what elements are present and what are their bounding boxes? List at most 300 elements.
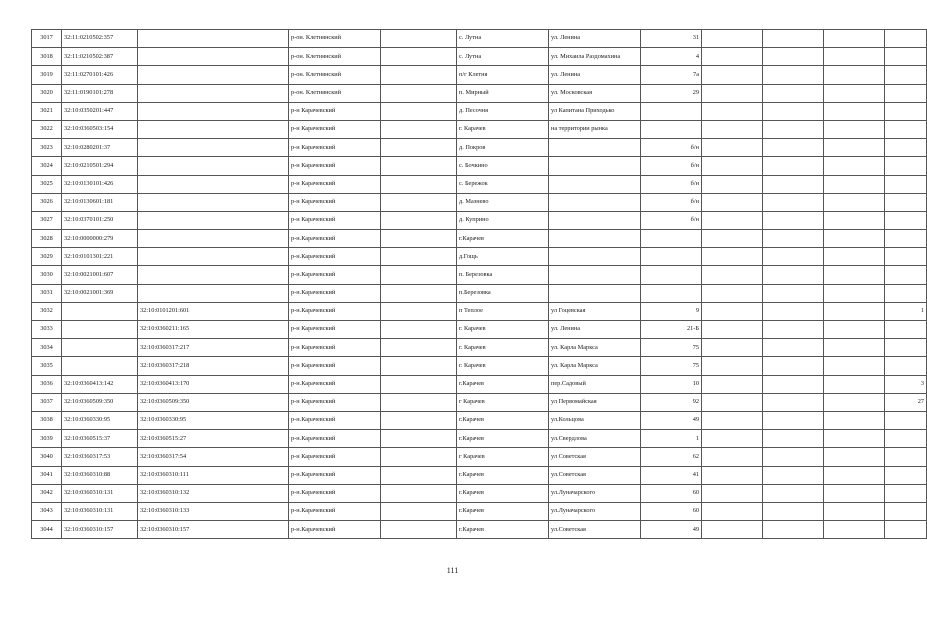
- settlement-type-cell: [381, 120, 457, 138]
- table-row: [32, 66, 927, 84]
- extra-cell-3: [824, 466, 885, 484]
- apartment-cell: 1: [885, 302, 927, 320]
- object-cadastral-cell: 32:10:0360211:165: [138, 321, 289, 339]
- district-cell: р-н Карачевский: [289, 157, 381, 175]
- object-cadastral-cell: [138, 139, 289, 157]
- cadastral-number-cell: 32:10:0021001:607: [62, 266, 138, 284]
- district-cell: р-н Карачевский: [289, 211, 381, 229]
- extra-cell-1: [702, 339, 763, 357]
- extra-cell-3: [824, 30, 885, 48]
- object-cadastral-cell: 32:10:0360515:27: [138, 430, 289, 448]
- extra-cell-1: [702, 375, 763, 393]
- street-cell: на территории рынка: [549, 120, 641, 138]
- row-number-cell: 3043: [32, 502, 62, 520]
- district-cell: р-н.Карачевский: [289, 430, 381, 448]
- extra-cell-1: [702, 302, 763, 320]
- extra-cell-3: [824, 157, 885, 175]
- apartment-cell: [885, 521, 927, 539]
- extra-cell-2: [763, 48, 824, 66]
- apartment-cell: 27: [885, 393, 927, 411]
- district-cell: р-н Карачевский: [289, 393, 381, 411]
- apartment-cell: [885, 120, 927, 138]
- extra-cell-1: [702, 84, 763, 102]
- cadastral-number-cell: 32:10:0360503:154: [62, 120, 138, 138]
- settlement-type-cell: [381, 139, 457, 157]
- row-number-cell: 3038: [32, 411, 62, 429]
- table-row: [32, 393, 927, 411]
- extra-cell-3: [824, 411, 885, 429]
- table-row: [32, 266, 927, 284]
- street-cell: [549, 211, 641, 229]
- extra-cell-3: [824, 502, 885, 520]
- settlement-type-cell: [381, 448, 457, 466]
- locality-cell: п Теплое: [457, 302, 549, 320]
- street-cell: ул.Луначарского: [549, 484, 641, 502]
- table-row: [32, 248, 927, 266]
- extra-cell-2: [763, 484, 824, 502]
- extra-cell-3: [824, 248, 885, 266]
- object-cadastral-cell: 32:10:0360310:133: [138, 502, 289, 520]
- extra-cell-3: [824, 321, 885, 339]
- apartment-cell: [885, 230, 927, 248]
- row-number-cell: 3030: [32, 266, 62, 284]
- extra-cell-1: [702, 120, 763, 138]
- extra-cell-3: [824, 375, 885, 393]
- table-row: [32, 448, 927, 466]
- apartment-cell: 3: [885, 375, 927, 393]
- house-number-cell: б/н: [641, 139, 702, 157]
- settlement-type-cell: [381, 393, 457, 411]
- house-number-cell: б/н: [641, 157, 702, 175]
- row-number-cell: 3021: [32, 102, 62, 120]
- table-row: [32, 466, 927, 484]
- extra-cell-2: [763, 30, 824, 48]
- district-cell: р-н.Карачевский: [289, 230, 381, 248]
- locality-cell: г.Карачев: [457, 502, 549, 520]
- cadastral-number-cell: 32:10:0360509:350: [62, 393, 138, 411]
- settlement-type-cell: [381, 193, 457, 211]
- locality-cell: г.Карачев: [457, 430, 549, 448]
- district-cell: р-н Карачевский: [289, 139, 381, 157]
- extra-cell-3: [824, 66, 885, 84]
- locality-cell: г.Карачев: [457, 375, 549, 393]
- extra-cell-1: [702, 193, 763, 211]
- cadastral-number-cell: [62, 302, 138, 320]
- extra-cell-2: [763, 466, 824, 484]
- table-row: [32, 30, 927, 48]
- extra-cell-3: [824, 230, 885, 248]
- page-number: 111: [446, 566, 459, 575]
- object-cadastral-cell: [138, 266, 289, 284]
- house-number-cell: 60: [641, 502, 702, 520]
- extra-cell-1: [702, 448, 763, 466]
- district-cell: р-н.Карачевский: [289, 521, 381, 539]
- extra-cell-1: [702, 357, 763, 375]
- extra-cell-2: [763, 230, 824, 248]
- row-number-cell: 3020: [32, 84, 62, 102]
- apartment-cell: [885, 284, 927, 302]
- object-cadastral-cell: [138, 248, 289, 266]
- locality-cell: г.Карачев: [457, 411, 549, 429]
- table-row: [32, 375, 927, 393]
- house-number-cell: [641, 284, 702, 302]
- extra-cell-1: [702, 175, 763, 193]
- object-cadastral-cell: 32:10:0360310:111: [138, 466, 289, 484]
- house-number-cell: б/н: [641, 211, 702, 229]
- extra-cell-3: [824, 139, 885, 157]
- street-cell: ул. Карла Маркса: [549, 357, 641, 375]
- street-cell: пер.Садовый: [549, 375, 641, 393]
- settlement-type-cell: [381, 521, 457, 539]
- cadastral-number-cell: [62, 321, 138, 339]
- locality-cell: г. Карачев: [457, 120, 549, 138]
- object-cadastral-cell: [138, 120, 289, 138]
- object-cadastral-cell: 32:10:0360509:350: [138, 393, 289, 411]
- street-cell: ул. Московская: [549, 84, 641, 102]
- extra-cell-1: [702, 321, 763, 339]
- locality-cell: д.Гощь: [457, 248, 549, 266]
- extra-cell-1: [702, 211, 763, 229]
- extra-cell-2: [763, 357, 824, 375]
- house-number-cell: [641, 266, 702, 284]
- settlement-type-cell: [381, 175, 457, 193]
- street-cell: ул.Советская: [549, 466, 641, 484]
- street-cell: [549, 230, 641, 248]
- object-cadastral-cell: [138, 157, 289, 175]
- extra-cell-1: [702, 411, 763, 429]
- extra-cell-3: [824, 48, 885, 66]
- apartment-cell: [885, 248, 927, 266]
- extra-cell-2: [763, 502, 824, 520]
- extra-cell-2: [763, 66, 824, 84]
- settlement-type-cell: [381, 411, 457, 429]
- settlement-type-cell: [381, 302, 457, 320]
- row-number-cell: 3039: [32, 430, 62, 448]
- cadastral-number-cell: 32:10:0130601:181: [62, 193, 138, 211]
- row-number-cell: 3037: [32, 393, 62, 411]
- extra-cell-2: [763, 375, 824, 393]
- apartment-cell: [885, 448, 927, 466]
- object-cadastral-cell: [138, 48, 289, 66]
- house-number-cell: 31: [641, 30, 702, 48]
- district-cell: р-н.Карачевский: [289, 411, 381, 429]
- settlement-type-cell: [381, 339, 457, 357]
- extra-cell-2: [763, 175, 824, 193]
- object-cadastral-cell: [138, 230, 289, 248]
- table-row: [32, 484, 927, 502]
- object-cadastral-cell: [138, 84, 289, 102]
- district-cell: р-н Карачевский: [289, 175, 381, 193]
- extra-cell-2: [763, 211, 824, 229]
- district-cell: р-н Карачевский: [289, 448, 381, 466]
- apartment-cell: [885, 411, 927, 429]
- cadastral-number-cell: 32:10:0350201:447: [62, 102, 138, 120]
- locality-cell: с. Лутна: [457, 48, 549, 66]
- object-cadastral-cell: [138, 211, 289, 229]
- house-number-cell: б/н: [641, 175, 702, 193]
- table-body: [32, 30, 927, 539]
- settlement-type-cell: [381, 66, 457, 84]
- table-row: [32, 84, 927, 102]
- apartment-cell: [885, 339, 927, 357]
- locality-cell: п.Березовка: [457, 284, 549, 302]
- extra-cell-3: [824, 102, 885, 120]
- extra-cell-2: [763, 302, 824, 320]
- table-row: [32, 48, 927, 66]
- extra-cell-2: [763, 411, 824, 429]
- object-cadastral-cell: [138, 175, 289, 193]
- cadastral-number-cell: 32:10:0130101:426: [62, 175, 138, 193]
- table-row: [32, 521, 927, 539]
- apartment-cell: [885, 430, 927, 448]
- settlement-type-cell: [381, 430, 457, 448]
- extra-cell-2: [763, 248, 824, 266]
- locality-cell: г. Карачев: [457, 339, 549, 357]
- street-cell: ул. Михаила Раздомахина: [549, 48, 641, 66]
- row-number-cell: 3033: [32, 321, 62, 339]
- object-cadastral-cell: 32:10:0360310:157: [138, 521, 289, 539]
- object-cadastral-cell: 32:10:0360317:218: [138, 357, 289, 375]
- row-number-cell: 3027: [32, 211, 62, 229]
- settlement-type-cell: [381, 211, 457, 229]
- row-number-cell: 3029: [32, 248, 62, 266]
- cadastral-number-cell: 32:11:0270101:426: [62, 66, 138, 84]
- extra-cell-1: [702, 502, 763, 520]
- district-cell: р-н Карачевский: [289, 321, 381, 339]
- apartment-cell: [885, 157, 927, 175]
- row-number-cell: 3025: [32, 175, 62, 193]
- settlement-type-cell: [381, 484, 457, 502]
- extra-cell-1: [702, 139, 763, 157]
- house-number-cell: 9: [641, 302, 702, 320]
- table-row: [32, 411, 927, 429]
- extra-cell-1: [702, 157, 763, 175]
- locality-cell: г.Карачев: [457, 521, 549, 539]
- extra-cell-1: [702, 230, 763, 248]
- locality-cell: г Карачев: [457, 448, 549, 466]
- cadastral-number-cell: 32:10:0360317:53: [62, 448, 138, 466]
- extra-cell-2: [763, 430, 824, 448]
- cadastral-number-cell: 32:11:0210502:357: [62, 30, 138, 48]
- extra-cell-1: [702, 30, 763, 48]
- extra-cell-2: [763, 284, 824, 302]
- cadastral-number-cell: 32:10:0021001:369: [62, 284, 138, 302]
- house-number-cell: 75: [641, 339, 702, 357]
- object-cadastral-cell: 32:10:0101201:601: [138, 302, 289, 320]
- extra-cell-3: [824, 357, 885, 375]
- row-number-cell: 3022: [32, 120, 62, 138]
- cadastral-number-cell: 32:10:0101301:221: [62, 248, 138, 266]
- street-cell: [549, 266, 641, 284]
- extra-cell-2: [763, 521, 824, 539]
- row-number-cell: 3019: [32, 66, 62, 84]
- table-row: [32, 302, 927, 320]
- object-cadastral-cell: [138, 66, 289, 84]
- locality-cell: с. Лутна: [457, 30, 549, 48]
- street-cell: ул. Ленина: [549, 66, 641, 84]
- extra-cell-2: [763, 193, 824, 211]
- settlement-type-cell: [381, 466, 457, 484]
- table-row: [32, 175, 927, 193]
- extra-cell-2: [763, 102, 824, 120]
- table-row: [32, 284, 927, 302]
- locality-cell: г. Карачев: [457, 357, 549, 375]
- locality-cell: п/г Клетня: [457, 66, 549, 84]
- cadastral-number-cell: 32:10:0360515:37: [62, 430, 138, 448]
- locality-cell: д. Мазнево: [457, 193, 549, 211]
- apartment-cell: [885, 139, 927, 157]
- district-cell: р-он. Клетнянский: [289, 84, 381, 102]
- extra-cell-1: [702, 66, 763, 84]
- street-cell: ул.Кольцова: [549, 411, 641, 429]
- row-number-cell: 3036: [32, 375, 62, 393]
- district-cell: р-н.Карачевский: [289, 302, 381, 320]
- locality-cell: г Карачев: [457, 393, 549, 411]
- street-cell: [549, 284, 641, 302]
- district-cell: р-н.Карачевский: [289, 484, 381, 502]
- cadastral-number-cell: 32:10:0360413:142: [62, 375, 138, 393]
- extra-cell-1: [702, 102, 763, 120]
- row-number-cell: 3018: [32, 48, 62, 66]
- locality-cell: г.Карачев: [457, 230, 549, 248]
- apartment-cell: [885, 321, 927, 339]
- object-cadastral-cell: [138, 30, 289, 48]
- locality-cell: д. Покров: [457, 139, 549, 157]
- row-number-cell: 3035: [32, 357, 62, 375]
- extra-cell-2: [763, 393, 824, 411]
- registry-table: [31, 29, 927, 539]
- street-cell: ул.Советская: [549, 521, 641, 539]
- district-cell: р-н.Карачевский: [289, 248, 381, 266]
- object-cadastral-cell: [138, 193, 289, 211]
- district-cell: р-н.Карачевский: [289, 266, 381, 284]
- district-cell: р-н.Карачевский: [289, 375, 381, 393]
- extra-cell-2: [763, 139, 824, 157]
- extra-cell-1: [702, 521, 763, 539]
- house-number-cell: 41: [641, 466, 702, 484]
- district-cell: р-он. Клетнянский: [289, 48, 381, 66]
- street-cell: [549, 139, 641, 157]
- apartment-cell: [885, 193, 927, 211]
- extra-cell-2: [763, 321, 824, 339]
- object-cadastral-cell: 32:10:0360330:95: [138, 411, 289, 429]
- extra-cell-3: [824, 302, 885, 320]
- table-row: [32, 120, 927, 138]
- locality-cell: п. Мирный: [457, 84, 549, 102]
- object-cadastral-cell: 32:10:0360310:132: [138, 484, 289, 502]
- apartment-cell: [885, 211, 927, 229]
- table-row: [32, 502, 927, 520]
- apartment-cell: [885, 175, 927, 193]
- house-number-cell: 4: [641, 48, 702, 66]
- street-cell: ул.Свердлова: [549, 430, 641, 448]
- settlement-type-cell: [381, 157, 457, 175]
- locality-cell: с. Бережок: [457, 175, 549, 193]
- street-cell: [549, 248, 641, 266]
- street-cell: [549, 193, 641, 211]
- street-cell: ул Гоцевская: [549, 302, 641, 320]
- row-number-cell: 3031: [32, 284, 62, 302]
- extra-cell-1: [702, 393, 763, 411]
- apartment-cell: [885, 266, 927, 284]
- street-cell: ул. Ленина: [549, 30, 641, 48]
- house-number-cell: 75: [641, 357, 702, 375]
- extra-cell-3: [824, 339, 885, 357]
- settlement-type-cell: [381, 84, 457, 102]
- row-number-cell: 3026: [32, 193, 62, 211]
- settlement-type-cell: [381, 502, 457, 520]
- extra-cell-2: [763, 266, 824, 284]
- extra-cell-2: [763, 120, 824, 138]
- object-cadastral-cell: 32:10:0360317:54: [138, 448, 289, 466]
- extra-cell-2: [763, 84, 824, 102]
- extra-cell-3: [824, 211, 885, 229]
- object-cadastral-cell: 32:10:0360317:217: [138, 339, 289, 357]
- apartment-cell: [885, 357, 927, 375]
- table-row: [32, 321, 927, 339]
- apartment-cell: [885, 102, 927, 120]
- house-number-cell: 49: [641, 521, 702, 539]
- locality-cell: п. Березовка: [457, 266, 549, 284]
- settlement-type-cell: [381, 30, 457, 48]
- row-number-cell: 3034: [32, 339, 62, 357]
- table-row: [32, 339, 927, 357]
- street-cell: ул. Ленина: [549, 321, 641, 339]
- house-number-cell: 7а: [641, 66, 702, 84]
- district-cell: р-н Карачевский: [289, 357, 381, 375]
- district-cell: р-н.Карачевский: [289, 284, 381, 302]
- object-cadastral-cell: 32:10:0360413:170: [138, 375, 289, 393]
- cadastral-number-cell: 32:10:0000000:279: [62, 230, 138, 248]
- settlement-type-cell: [381, 357, 457, 375]
- extra-cell-3: [824, 430, 885, 448]
- settlement-type-cell: [381, 375, 457, 393]
- extra-cell-1: [702, 48, 763, 66]
- locality-cell: г. Карачев: [457, 321, 549, 339]
- house-number-cell: 10: [641, 375, 702, 393]
- row-number-cell: 3028: [32, 230, 62, 248]
- extra-cell-3: [824, 484, 885, 502]
- cadastral-number-cell: 32:10:0280201:37: [62, 139, 138, 157]
- extra-cell-3: [824, 193, 885, 211]
- district-cell: р-н Карачевский: [289, 120, 381, 138]
- cadastral-number-cell: 32:10:0360330:95: [62, 411, 138, 429]
- settlement-type-cell: [381, 284, 457, 302]
- row-number-cell: 3032: [32, 302, 62, 320]
- settlement-type-cell: [381, 248, 457, 266]
- object-cadastral-cell: [138, 102, 289, 120]
- cadastral-number-cell: [62, 339, 138, 357]
- house-number-cell: 60: [641, 484, 702, 502]
- locality-cell: г.Карачев: [457, 484, 549, 502]
- extra-cell-1: [702, 248, 763, 266]
- settlement-type-cell: [381, 102, 457, 120]
- house-number-cell: [641, 120, 702, 138]
- settlement-type-cell: [381, 321, 457, 339]
- cadastral-number-cell: 32:10:0360310:157: [62, 521, 138, 539]
- extra-cell-3: [824, 393, 885, 411]
- locality-cell: д. Песочня: [457, 102, 549, 120]
- extra-cell-2: [763, 339, 824, 357]
- extra-cell-1: [702, 430, 763, 448]
- apartment-cell: [885, 466, 927, 484]
- house-number-cell: 21-Б: [641, 321, 702, 339]
- locality-cell: д. Куприно: [457, 211, 549, 229]
- cadastral-number-cell: 32:10:0370101:250: [62, 211, 138, 229]
- extra-cell-1: [702, 284, 763, 302]
- street-cell: ул Советская: [549, 448, 641, 466]
- extra-cell-3: [824, 266, 885, 284]
